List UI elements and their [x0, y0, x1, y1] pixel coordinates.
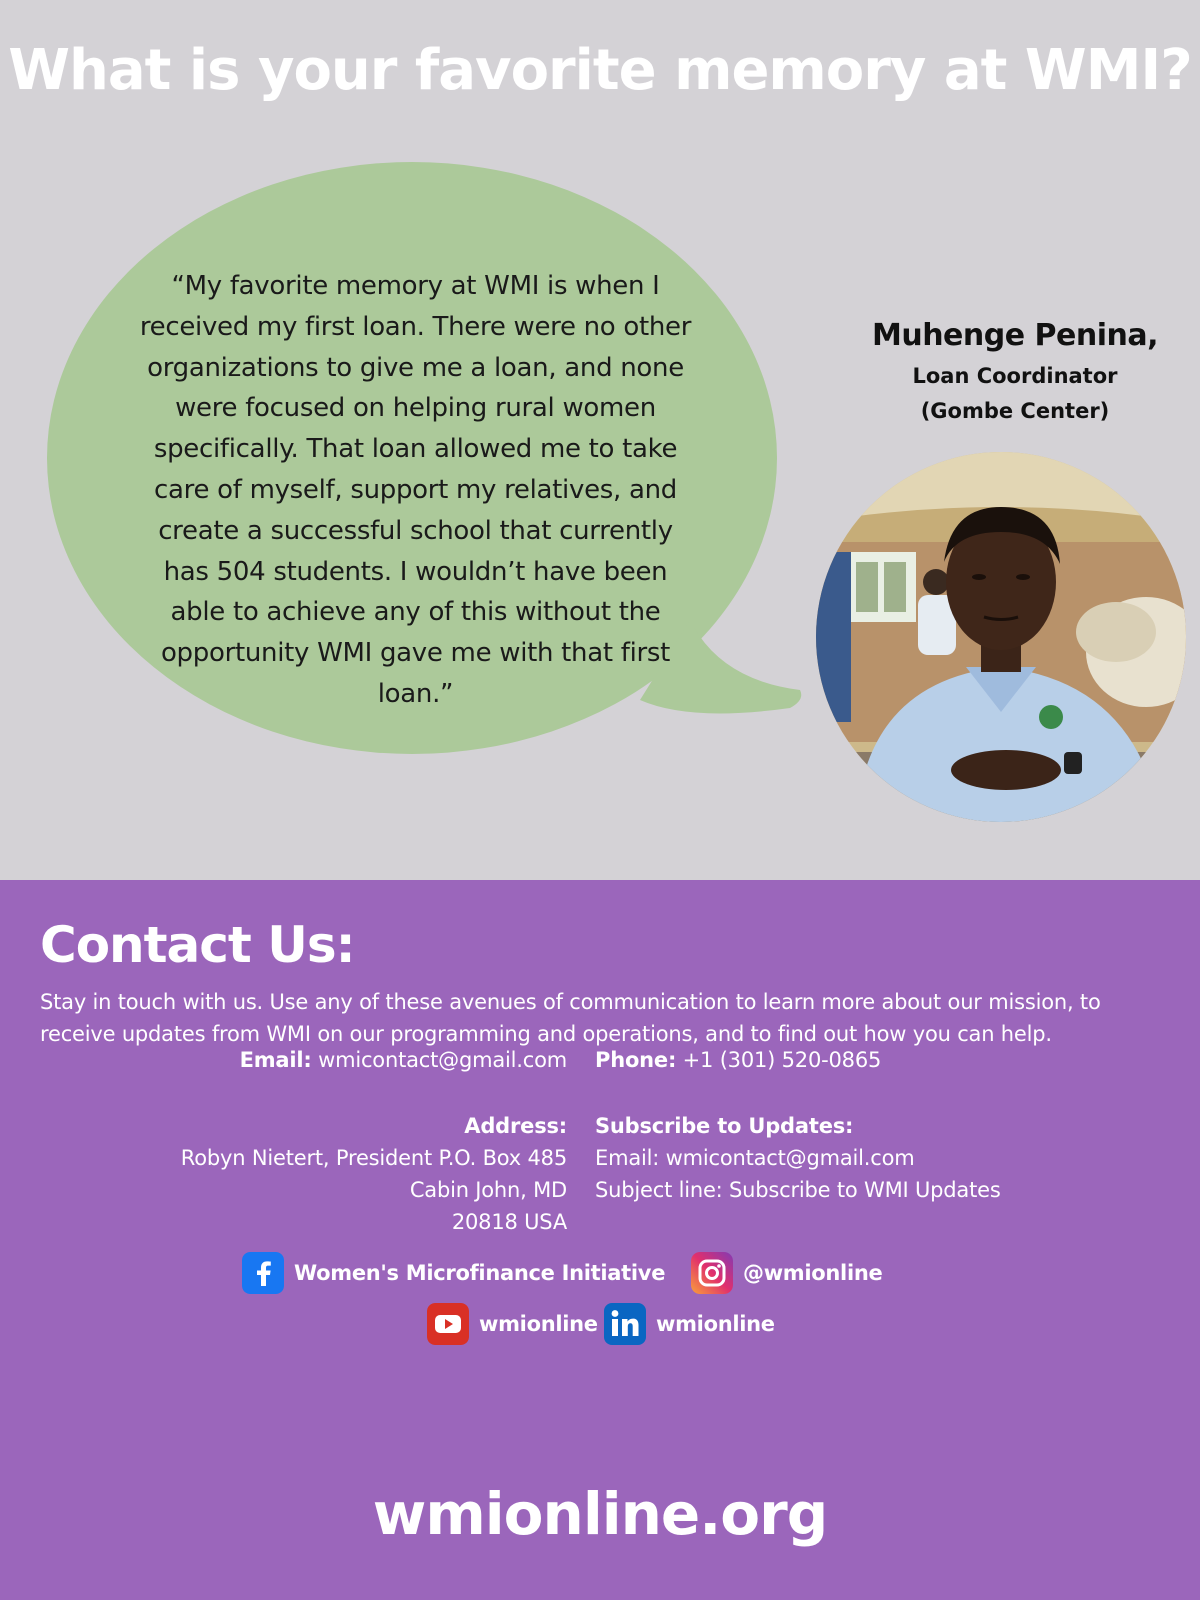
- subscribe-block: [595, 1110, 1001, 1206]
- quote-line: “My favorite memory at WMI is when I: [171, 271, 660, 301]
- quote-line: has 504 students. I wouldn’t have been: [163, 556, 668, 587]
- subscribe-subject: Subject line: Subscribe to WMI Updates: [595, 1178, 1001, 1202]
- website-url[interactable]: wmionline.org: [372, 1480, 828, 1548]
- person-info: [830, 318, 1200, 429]
- phone-link[interactable]: +1 (301) 520-0865: [682, 1048, 882, 1072]
- email-label: Email:: [239, 1048, 312, 1072]
- phone-label: Phone:: [595, 1048, 677, 1072]
- quote-line: create a successful school that currently: [158, 515, 673, 546]
- linkedin-label: wmionline: [656, 1312, 775, 1336]
- facebook-link[interactable]: [242, 1252, 665, 1294]
- quote-line: able to achieve any of this without the: [170, 597, 661, 628]
- linkedin-link[interactable]: [604, 1303, 775, 1345]
- person-name: Muhenge Penina,: [871, 318, 1158, 353]
- address-block: [181, 1110, 567, 1238]
- phone-row: [595, 1044, 881, 1076]
- quote-line: received my first loan. There were no other: [139, 311, 692, 342]
- address-line: 20818 USA: [451, 1210, 567, 1234]
- youtube-icon: [427, 1303, 469, 1345]
- contact-title: Contact Us:: [40, 916, 355, 974]
- instagram-label: @wmionline: [743, 1261, 883, 1285]
- quote-line: loan.”: [377, 678, 454, 709]
- facebook-label: Women's Microfinance Initiative: [294, 1261, 666, 1285]
- email-row: [240, 1044, 567, 1076]
- person-role: Loan Coordinator: [912, 364, 1118, 388]
- subscribe-email[interactable]: Email: wmicontact@gmail.com: [595, 1146, 915, 1170]
- contact-intro: Stay in touch with us. Use any of these avenues of communication to learn more about our mission, to receive updates from WMI on our programming and operations, and to find out how you can help.: [40, 990, 1101, 1046]
- address-line: Robyn Nietert, President P.O. Box 485: [180, 1146, 567, 1170]
- testimonial-quote: [118, 266, 713, 715]
- contact-section: [0, 880, 1200, 1600]
- facebook-icon: [242, 1252, 284, 1294]
- subscribe-label: Subscribe to Updates:: [595, 1114, 854, 1138]
- instagram-icon: [691, 1252, 733, 1294]
- youtube-label: wmionline: [479, 1312, 598, 1336]
- person-location: (Gombe Center): [920, 399, 1110, 423]
- quote-line: organizations to give me a loan, and none: [147, 352, 684, 383]
- address-line: Cabin John, MD: [409, 1178, 567, 1202]
- quote-line: opportunity WMI gave me with that first: [160, 638, 671, 669]
- linkedin-icon: [604, 1303, 646, 1345]
- quote-line: care of myself, support my relatives, and: [154, 474, 677, 505]
- youtube-link[interactable]: [427, 1303, 598, 1345]
- quote-line: specifically. That loan allowed me to take: [153, 434, 678, 465]
- address-label: Address:: [464, 1114, 567, 1138]
- email-link[interactable]: wmicontact@gmail.com: [318, 1048, 567, 1072]
- quote-line: were focused on helping rural women: [175, 393, 656, 424]
- instagram-link[interactable]: [691, 1252, 882, 1294]
- person-photo: [816, 452, 1186, 822]
- page-title: What is your favorite memory at WMI?: [8, 38, 1192, 103]
